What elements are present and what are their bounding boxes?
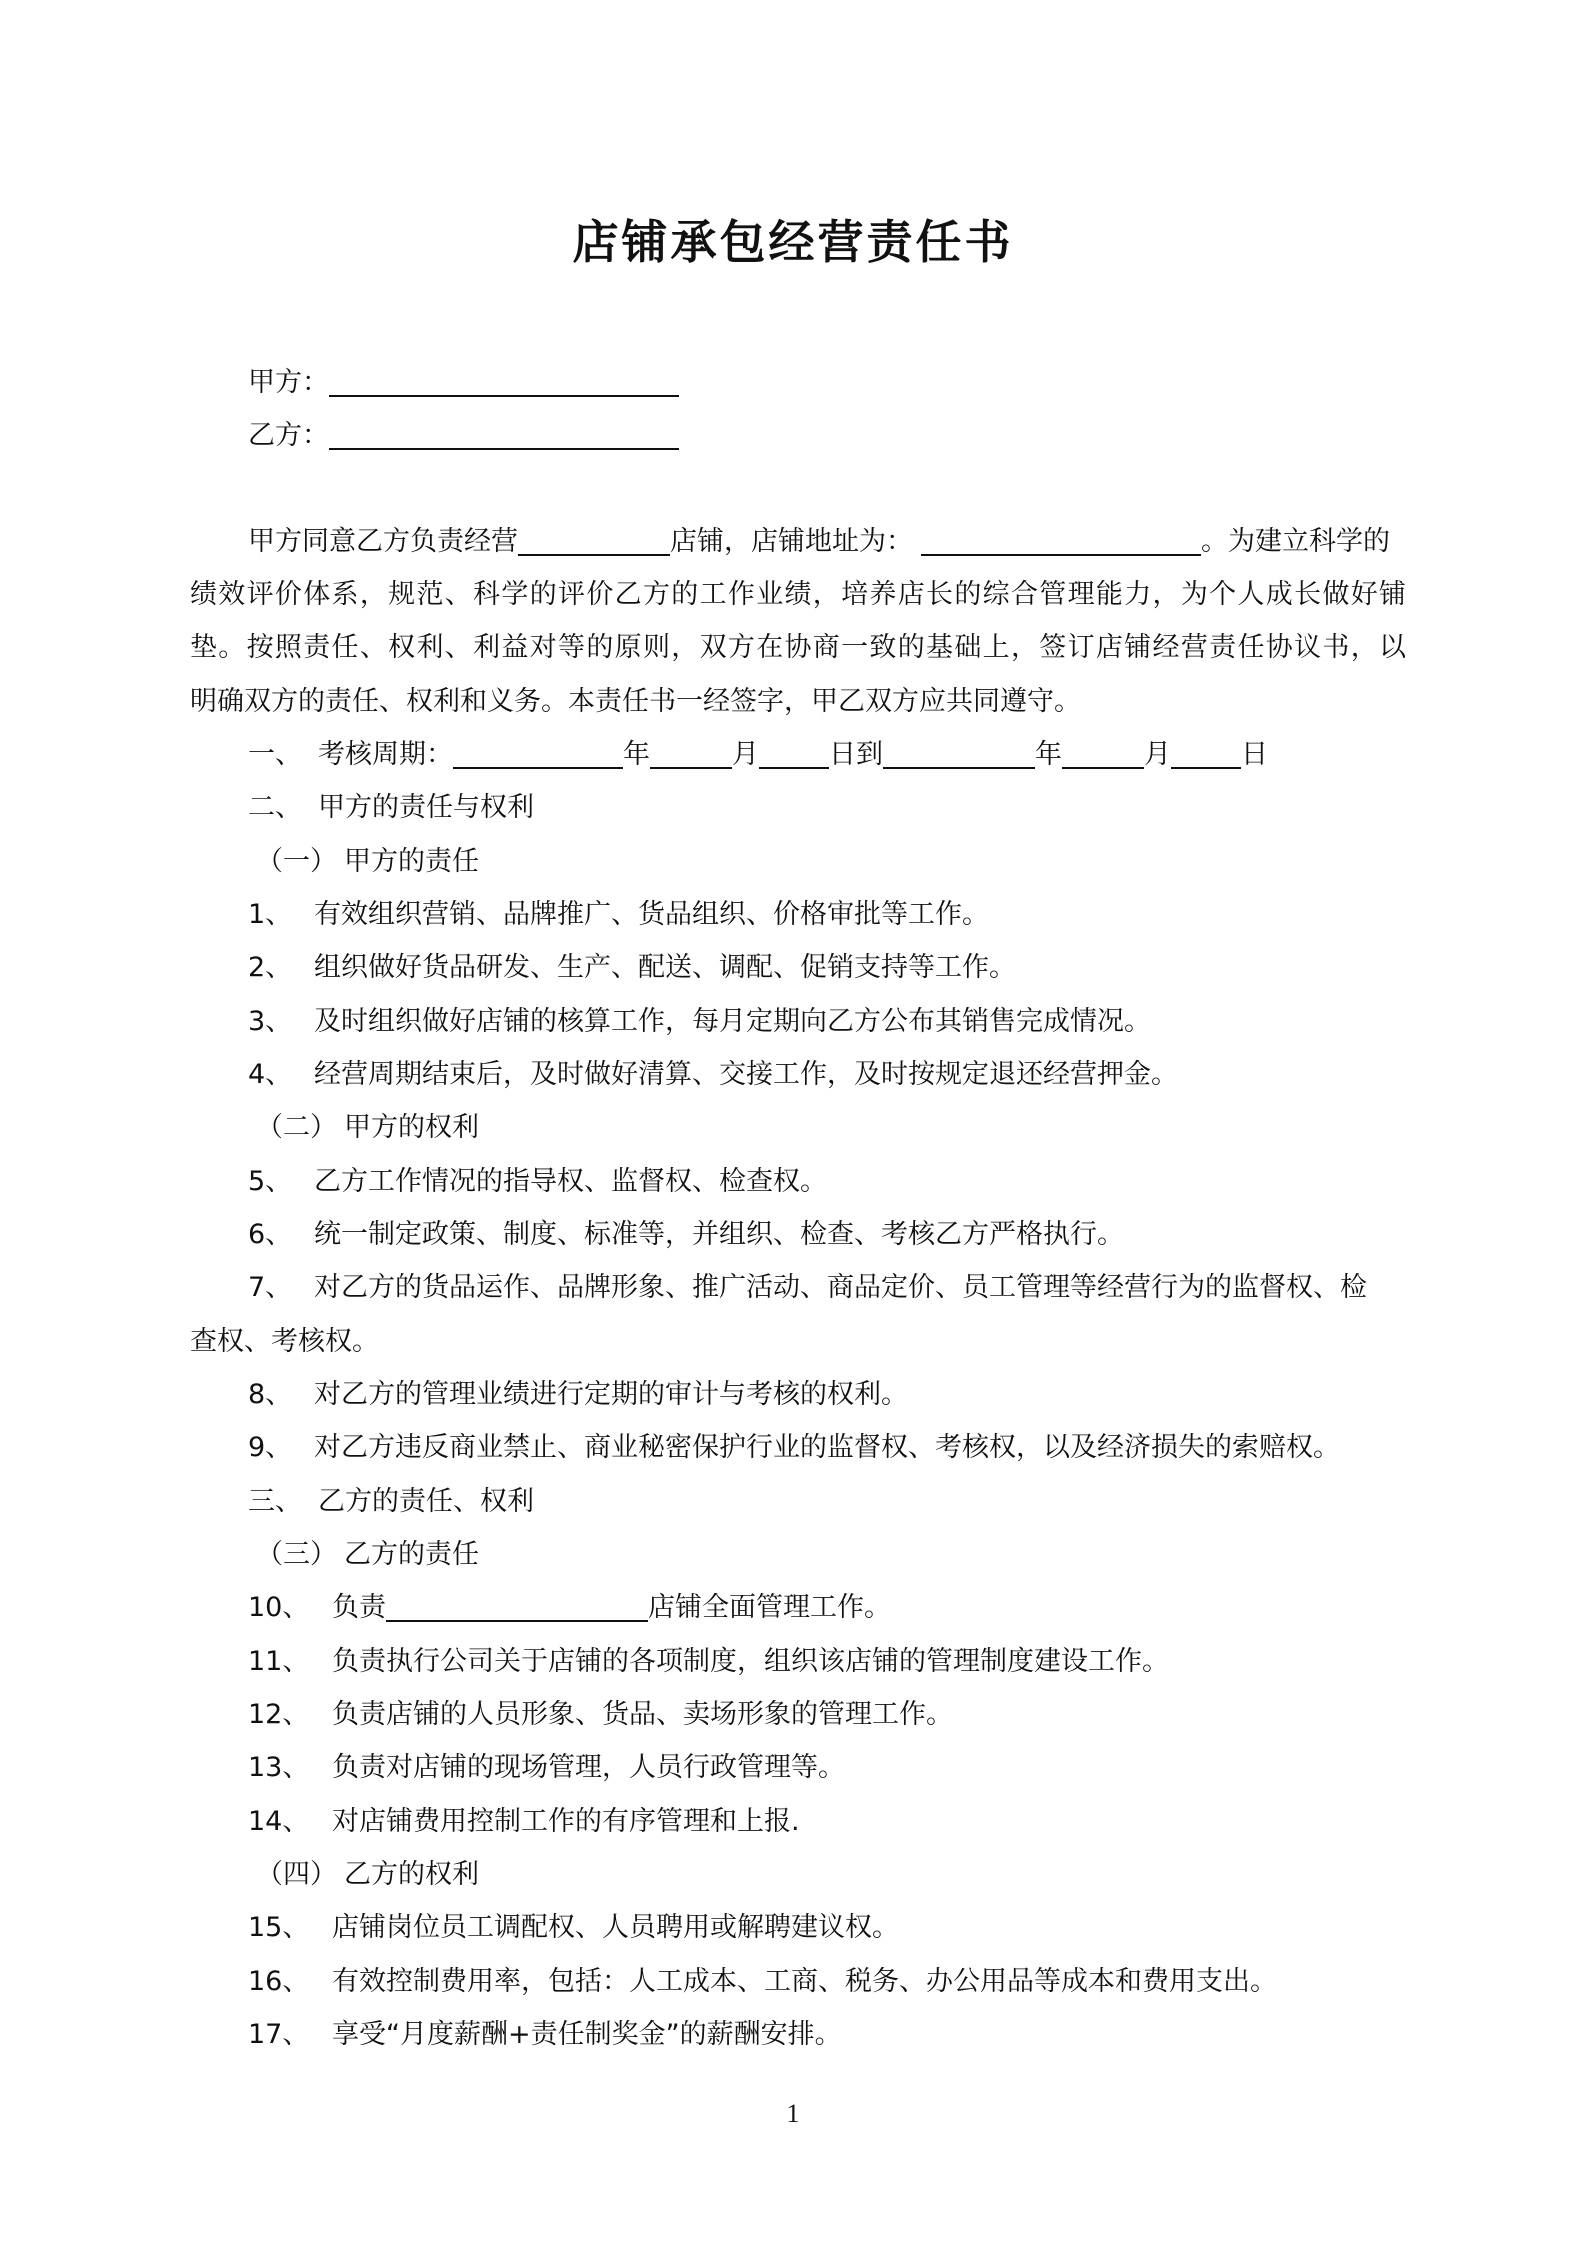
list-item bbox=[248, 942, 1406, 994]
section-title: 甲方的责任与权利 bbox=[318, 792, 534, 823]
section-heading bbox=[248, 782, 1406, 834]
list-item bbox=[248, 1369, 1406, 1421]
start-month-blank[interactable] bbox=[650, 733, 732, 769]
item-text: 店铺全面管理工作。 bbox=[648, 1592, 891, 1623]
item-number: 12、 bbox=[248, 1699, 310, 1730]
subsection-heading bbox=[256, 1102, 1406, 1154]
subsection-title: 乙方的责任 bbox=[344, 1539, 479, 1570]
item-text: 有效控制费用率，包括：人工成本、工商、税务、办公用品等成本和费用支出。 bbox=[332, 1966, 1277, 1997]
subsection-heading bbox=[256, 1529, 1406, 1581]
item-number: 1、 bbox=[248, 899, 293, 930]
item-number: 16、 bbox=[248, 1966, 310, 1997]
party-a-blank[interactable] bbox=[329, 361, 679, 397]
item-number: 3、 bbox=[248, 1006, 293, 1037]
section-title: 乙方的责任、权利 bbox=[318, 1486, 534, 1517]
item-number: 4、 bbox=[248, 1059, 293, 1090]
item-text: 有效组织营销、品牌推广、货品组织、价格审批等工作。 bbox=[314, 899, 989, 930]
list-item bbox=[248, 1582, 1406, 1634]
item-text: 对乙方的货品运作、品牌形象、推广活动、商品定价、员工管理等经营行为的监督权、检 bbox=[314, 1272, 1367, 1303]
section-number: 一、 bbox=[248, 739, 302, 770]
intro-text-1a: 甲方同意乙方负责经营 bbox=[248, 526, 518, 557]
list-item bbox=[248, 1956, 1406, 2008]
party-a-line bbox=[248, 357, 1406, 409]
item-text: 负责 bbox=[332, 1592, 386, 1623]
section-heading bbox=[248, 1476, 1406, 1528]
page-number: 1 bbox=[786, 2099, 800, 2128]
item-number: 11、 bbox=[248, 1646, 310, 1677]
subsection-title: 甲方的权利 bbox=[344, 1112, 479, 1143]
end-day-blank[interactable] bbox=[1171, 733, 1241, 769]
item-number: 13、 bbox=[248, 1752, 310, 1783]
intro-line-4: 明确双方的责任、权利和义务。本责任书一经签字，甲乙双方应共同遵守。 bbox=[190, 686, 1081, 717]
list-item bbox=[248, 1742, 1406, 1794]
section-number: 三、 bbox=[248, 1486, 302, 1517]
list-item bbox=[248, 1796, 1406, 1848]
month-label: 月 bbox=[732, 739, 759, 770]
item-text: 对乙方的管理业绩进行定期的审计与考核的权利。 bbox=[314, 1379, 908, 1410]
list-item bbox=[248, 996, 1406, 1048]
party-b-label: 乙方： bbox=[248, 420, 329, 451]
year-label: 年 bbox=[1035, 739, 1062, 770]
item-text: 及时组织做好店铺的核算工作，每月定期向乙方公布其销售完成情况。 bbox=[314, 1006, 1151, 1037]
item-text: 对乙方违反商业禁止、商业秘密保护行业的监督权、考核权，以及经济损失的索赔权。 bbox=[314, 1432, 1340, 1463]
item-text: 统一制定政策、制度、标准等，并组织、检查、考核乙方严格执行。 bbox=[314, 1219, 1124, 1250]
item-number: 14、 bbox=[248, 1806, 310, 1837]
end-month-blank[interactable] bbox=[1062, 733, 1144, 769]
day-to-label: 日到 bbox=[829, 739, 883, 770]
list-item bbox=[248, 1156, 1406, 1208]
list-item-continuation: 查权、考核权。 bbox=[190, 1326, 379, 1357]
item-text: 享受“月度薪酬+责任制奖金”的薪酬安排。 bbox=[332, 2019, 842, 2050]
subsection-title: 甲方的责任 bbox=[344, 846, 479, 877]
subsection-number: （三） bbox=[256, 1539, 337, 1570]
assessment-period-line bbox=[248, 729, 1406, 781]
intro-text-1c: 。为建立科学的 bbox=[1201, 526, 1390, 557]
item-number: 7、 bbox=[248, 1272, 293, 1303]
start-year-blank[interactable] bbox=[453, 733, 623, 769]
shop-address-blank[interactable] bbox=[921, 520, 1201, 556]
item-number: 15、 bbox=[248, 1912, 310, 1943]
month-label: 月 bbox=[1144, 739, 1171, 770]
intro-line-2: 绩效评价体系，规范、科学的评价乙方的工作业绩，培养店长的综合管理能力，为个人成长做好铺 bbox=[190, 579, 1406, 610]
list-item bbox=[248, 1422, 1406, 1474]
party-b-blank[interactable] bbox=[329, 414, 679, 450]
shop-name-blank[interactable] bbox=[518, 520, 670, 556]
item-number: 8、 bbox=[248, 1379, 293, 1410]
list-item bbox=[248, 1636, 1406, 1688]
document-title: 店铺承包经营责任书 bbox=[572, 215, 1014, 269]
item-number: 2、 bbox=[248, 952, 293, 983]
item-text: 组织做好货品研发、生产、配送、调配、促销支持等工作。 bbox=[314, 952, 1016, 983]
item-number: 5、 bbox=[248, 1166, 293, 1197]
period-label: 考核周期： bbox=[318, 739, 453, 770]
item-number: 6、 bbox=[248, 1219, 293, 1250]
subsection-number: （一） bbox=[256, 846, 337, 877]
intro-line-1 bbox=[248, 516, 1406, 568]
item-text: 对店铺费用控制工作的有序管理和上报. bbox=[332, 1806, 800, 1837]
item-text: 负责店铺的人员形象、货品、卖场形象的管理工作。 bbox=[332, 1699, 953, 1730]
list-item bbox=[248, 1209, 1406, 1261]
item-number: 17、 bbox=[248, 2019, 310, 2050]
item-text: 经营周期结束后，及时做好清算、交接工作，及时按规定退还经营押金。 bbox=[314, 1059, 1178, 1090]
subsection-title: 乙方的权利 bbox=[344, 1859, 479, 1890]
item-number: 9、 bbox=[248, 1432, 293, 1463]
item-text: 负责执行公司关于店铺的各项制度，组织该店铺的管理制度建设工作。 bbox=[332, 1646, 1169, 1677]
day-label: 日 bbox=[1241, 739, 1268, 770]
list-item bbox=[248, 1049, 1406, 1101]
subsection-number: （四） bbox=[256, 1859, 337, 1890]
list-item bbox=[248, 1689, 1406, 1741]
list-item bbox=[248, 1902, 1406, 1954]
intro-text-1b: 店铺，店铺地址为： bbox=[670, 526, 913, 557]
party-a-label: 甲方： bbox=[248, 367, 329, 398]
start-day-blank[interactable] bbox=[759, 733, 829, 769]
intro-line-3: 垫。按照责任、权利、利益对等的原则，双方在协商一致的基础上，签订店铺经营责任协议书，以 bbox=[190, 632, 1406, 663]
list-item bbox=[248, 1262, 1406, 1314]
section-number: 二、 bbox=[248, 792, 302, 823]
item-text: 负责对店铺的现场管理，人员行政管理等。 bbox=[332, 1752, 845, 1783]
item-text: 店铺岗位员工调配权、人员聘用或解聘建议权。 bbox=[332, 1912, 899, 1943]
party-b-line bbox=[248, 410, 1406, 462]
year-label: 年 bbox=[623, 739, 650, 770]
list-item bbox=[248, 2009, 1406, 2061]
list-item bbox=[248, 889, 1406, 941]
item-number: 10、 bbox=[248, 1592, 310, 1623]
subsection-heading bbox=[256, 836, 1406, 888]
end-year-blank[interactable] bbox=[883, 733, 1035, 769]
subsection-number: （二） bbox=[256, 1112, 337, 1143]
managed-shop-blank[interactable] bbox=[386, 1586, 648, 1622]
item-text: 乙方工作情况的指导权、监督权、检查权。 bbox=[314, 1166, 827, 1197]
subsection-heading bbox=[256, 1849, 1406, 1901]
